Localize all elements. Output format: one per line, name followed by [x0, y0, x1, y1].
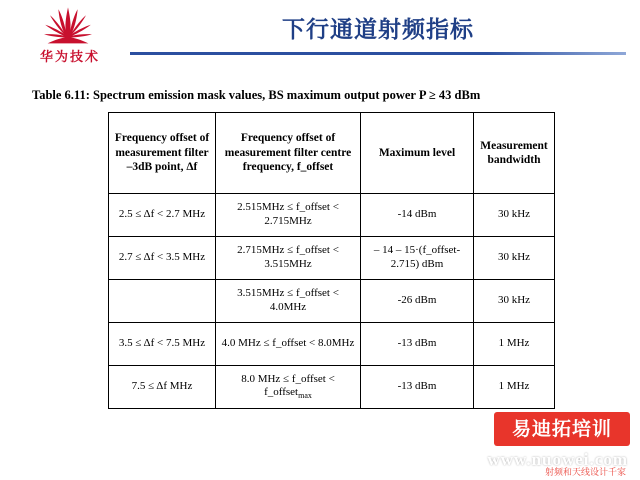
- watermark-badge-text: 易迪拓培训: [511, 418, 612, 440]
- cell-max-level: -14 dBm: [361, 194, 474, 237]
- table-row: [109, 323, 555, 366]
- watermark-subtitle: 射频和天线设计千家: [544, 468, 626, 478]
- title-underline: [130, 52, 626, 55]
- cell-offset-3db: 2.7 ≤ Δf < 3.5 MHz: [109, 237, 216, 280]
- cell-bandwidth: 30 kHz: [474, 237, 555, 280]
- cell-offset-centre: 3.515MHz ≤ f_offset < 4.0MHz: [216, 280, 361, 323]
- watermark-url: www.nuowei.com: [487, 450, 628, 469]
- cell-max-level: -13 dBm: [361, 366, 474, 409]
- cell-bandwidth: 30 kHz: [474, 194, 555, 237]
- cell-offset-centre-subscript: max: [298, 391, 312, 401]
- table-header-row: [109, 113, 555, 194]
- spectrum-mask-table: [108, 112, 555, 409]
- col-header-offset-centre: Frequency offset of measurement filter centre frequency, f_offset: [216, 113, 361, 194]
- col-header-offset-3db: Frequency offset of measurement filter –3dB point, Δf: [109, 113, 216, 194]
- slide-header: [0, 0, 640, 72]
- table-row: [109, 237, 555, 280]
- cell-offset-3db: 7.5 ≤ Δf MHz: [109, 366, 216, 409]
- company-logo: [14, 6, 124, 68]
- col-header-bandwidth: Measurement bandwidth: [474, 113, 555, 194]
- col-header-max-level: Maximum level: [361, 113, 474, 194]
- table-row: [109, 280, 555, 323]
- cell-max-level: -13 dBm: [361, 323, 474, 366]
- company-logo-text: 华为技术: [39, 50, 100, 65]
- cell-bandwidth: 1 MHz: [474, 323, 555, 366]
- watermark-badge: [494, 412, 630, 446]
- cell-offset-3db: 2.5 ≤ Δf < 2.7 MHz: [109, 194, 216, 237]
- table-caption: Table 6.11: Spectrum emission mask values, BS maximum output power P ≥ 43 dBm: [32, 88, 481, 102]
- slide-title-area: [128, 14, 628, 58]
- spectrum-mask-table-wrapper: [108, 112, 555, 409]
- cell-offset-centre: 2.715MHz ≤ f_offset < 3.515MHz: [216, 237, 361, 280]
- huawei-flower-logo-icon: [32, 6, 104, 46]
- cell-max-level: -26 dBm: [361, 280, 474, 323]
- table-row: [109, 194, 555, 237]
- cell-offset-centre: 2.515MHz ≤ f_offset < 2.715MHz: [216, 194, 361, 237]
- cell-bandwidth: 30 kHz: [474, 280, 555, 323]
- cell-offset-centre-text: 8.0 MHz ≤ f_offset < f_offset: [241, 372, 335, 399]
- cell-offset-centre: 4.0 MHz ≤ f_offset < 8.0MHz: [216, 323, 361, 366]
- cell-offset-3db: 3.5 ≤ Δf < 7.5 MHz: [109, 323, 216, 366]
- table-row: [109, 366, 555, 409]
- cell-max-level: – 14 – 15·(f_offset-2.715) dBm: [361, 237, 474, 280]
- cell-offset-3db: [109, 280, 216, 323]
- cell-offset-centre: [216, 366, 361, 409]
- cell-bandwidth: 1 MHz: [474, 366, 555, 409]
- page-title: 下行通道射频指标: [282, 17, 474, 43]
